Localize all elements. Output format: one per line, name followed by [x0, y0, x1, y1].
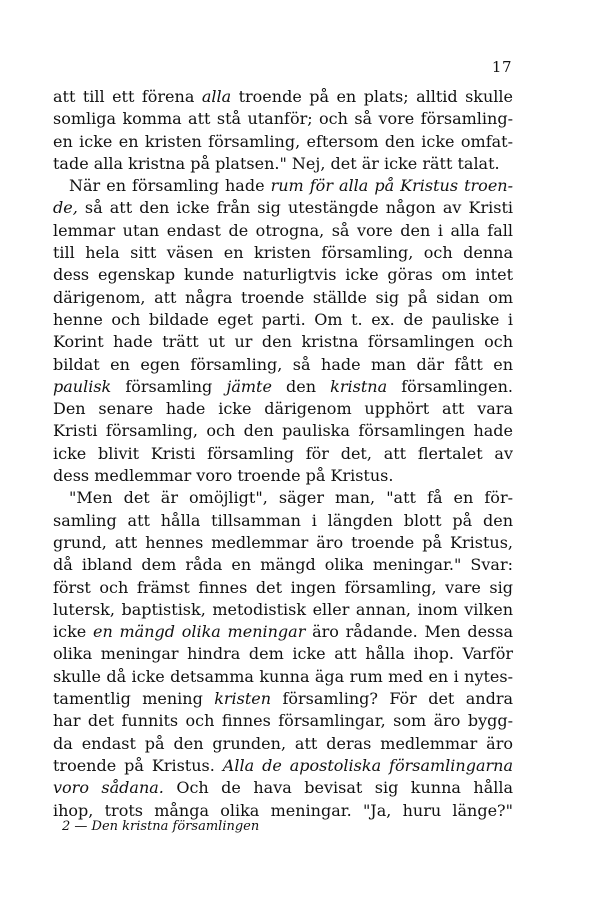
text-segment: församling? För det andra	[271, 689, 514, 709]
text-line	[53, 398, 513, 420]
text-segment: icke blivit Kristi församling för det, att flertalet av	[53, 443, 513, 463]
text-segment: lutersk, baptistisk, metodistisk eller annan, inom vilken	[53, 599, 513, 619]
text-line	[53, 376, 513, 398]
text-line	[53, 443, 513, 465]
text-segment: församling	[111, 376, 227, 396]
text-line	[53, 175, 513, 197]
text-segment: därigenom, att några troende ställde sig på sidan om	[53, 287, 513, 307]
text-segment: bildat en egen församling, så hade man där fått en	[53, 354, 513, 374]
text-segment: troende på Kristus.	[53, 755, 223, 775]
text-segment: först och främst finnes det ingen församling, vare sig	[53, 577, 513, 597]
text-segment: olika meningar hindra dem icke att hålla ihop. Varför	[53, 644, 513, 664]
text-segment: äro rådande. Men dessa	[305, 622, 514, 642]
italic-text: en mängd olika meningar	[92, 622, 306, 642]
text-segment: tade alla kristna på platsen." Nej, det är icke rätt talat.	[53, 153, 500, 173]
text-line	[53, 666, 513, 688]
text-segment: då ibland dem råda en mängd olika meningar." Svar:	[53, 555, 513, 575]
text-segment: en icke en kristen församling, eftersom den icke omfat-	[53, 131, 513, 151]
text-segment: så att den icke från sig utestängde någon av Kristi	[77, 198, 513, 218]
text-line	[53, 331, 513, 353]
italic-text: de,	[53, 198, 78, 218]
text-segment: ihop, trots många olika meningar. "Ja, huru länge?"	[53, 800, 513, 820]
text-line	[53, 510, 513, 532]
text-segment: När en församling hade	[69, 176, 271, 196]
text-segment: tamentlig mening	[53, 689, 215, 709]
text-line	[53, 777, 513, 799]
text-segment: har det funnits och finnes församlingar, som äro bygg-	[53, 711, 513, 731]
text-line	[53, 86, 513, 108]
text-line	[53, 242, 513, 264]
text-line	[53, 554, 513, 576]
text-segment: dess medlemmar voro troende på Kristus.	[53, 466, 394, 486]
italic-text: rum för alla på Kristus troen-	[270, 176, 513, 196]
text-segment: samling att hålla tillsamman i längden blott på den	[53, 510, 513, 530]
text-line	[53, 621, 513, 643]
text-line	[53, 733, 513, 755]
italic-text: kristna	[330, 376, 388, 396]
italic-text: jämte	[226, 376, 272, 396]
text-segment: lemmar utan endast de otrogna, så vore den i alla fall	[53, 220, 513, 240]
text-line	[53, 755, 513, 777]
text-line	[53, 287, 513, 309]
text-line	[53, 599, 513, 621]
footer-signature: 2 — Den kristna församlingen	[62, 819, 260, 834]
text-line	[53, 643, 513, 665]
body-text	[53, 86, 513, 822]
text-segment: till hela sitt väsen en kristen församling, och denna	[53, 243, 513, 263]
text-segment: Kristi församling, och den pauliska församlingen hade	[53, 421, 513, 441]
text-line	[53, 197, 513, 219]
text-segment: Den senare hade icke därigenom upphört att vara	[53, 399, 513, 419]
text-segment: icke	[53, 622, 93, 642]
italic-text: alla	[201, 87, 232, 106]
text-segment: grund, att hennes medlemmar äro troende på Kristus,	[53, 532, 513, 552]
text-line	[53, 532, 513, 554]
text-line	[53, 487, 513, 509]
text-line	[53, 710, 513, 732]
italic-text: kristen	[214, 689, 272, 709]
text-segment: da endast på den grunden, att deras medlemmar äro	[53, 733, 513, 753]
text-line	[53, 577, 513, 599]
italic-text: voro sådana.	[53, 778, 164, 798]
text-segment: dess egenskap kunde naturligtvis icke göras om intet	[53, 265, 513, 285]
text-segment: henne och bildade eget parti. Om t. ex. de pauliske i	[53, 309, 513, 329]
text-segment: församlingen.	[387, 376, 513, 396]
italic-text: paulisk	[53, 376, 112, 396]
text-segment: Korint hade trätt ut ur den kristna församlingen och	[53, 332, 513, 352]
text-segment: skulle då icke detsamma kunna äga rum med en i nytes-	[53, 666, 513, 686]
page-number: 17	[491, 58, 512, 76]
text-line	[53, 131, 513, 153]
text-line	[53, 108, 513, 130]
text-line	[53, 309, 513, 331]
text-segment: troende på en plats; alltid skulle	[231, 87, 513, 106]
italic-text: Alla de apostoliska församlingarna	[222, 755, 513, 775]
text-line	[53, 354, 513, 376]
text-line	[53, 220, 513, 242]
text-segment: somliga komma att stå utanför; och så vore församling-	[53, 109, 513, 129]
text-segment: "Men det är omöjligt", säger man, "att få en för-	[69, 488, 513, 508]
text-line	[53, 153, 513, 175]
text-segment: Och de hava bevisat sig kunna hålla	[163, 778, 513, 798]
text-line	[53, 465, 513, 487]
text-line	[53, 688, 513, 710]
text-segment: att till ett förena	[53, 87, 202, 106]
text-segment: den	[271, 376, 331, 396]
text-line	[53, 264, 513, 286]
text-line	[53, 420, 513, 442]
